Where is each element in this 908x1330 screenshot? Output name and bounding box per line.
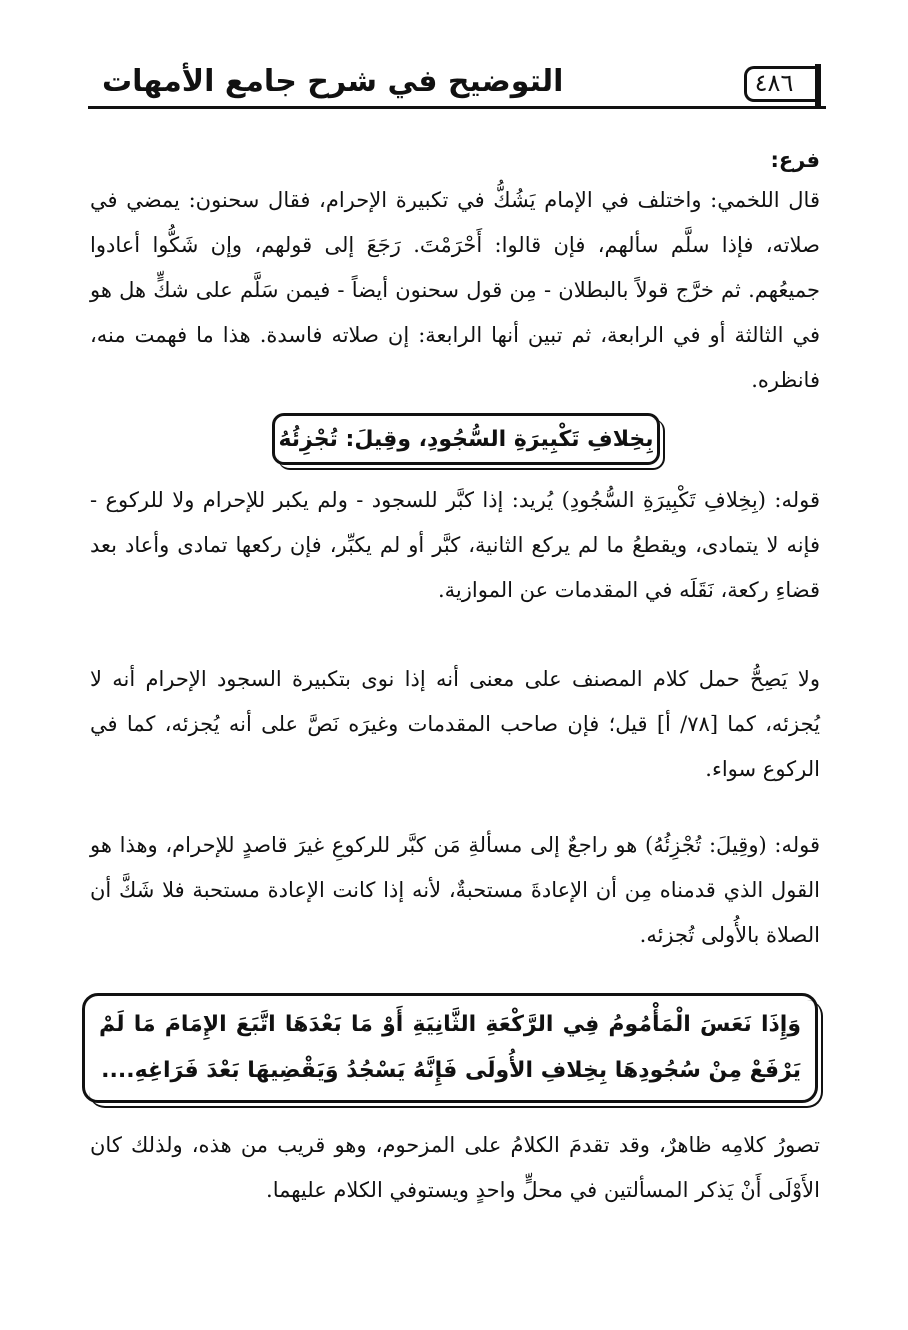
header-rule [88, 106, 826, 109]
section-label-far: فرع: [770, 148, 820, 172]
page-number-tab [815, 64, 821, 106]
page-number: ٤٨٦ [754, 69, 794, 97]
page-header [88, 60, 826, 108]
main-text-frame [82, 993, 818, 1103]
running-title: التوضيح في شرح جامع الأمهات [102, 64, 564, 99]
paragraph-commentary-1: قوله: (بِخِلافِ تَكْبِيرَةِ السُّجُودِ) يُريد: إذا كبَّر للسجود - ولم يكبر للإحرام ولا للركوع - فإنه لا يتمادى، ويقطعُ ما لم يركع الثانية، كبَّر أو لم يكبِّر، فإن ركعها تمادى وأعاد بعد قضاءِ ركعة، نَقَلَه في المقدمات عن الموازية. [90, 488, 820, 602]
sub-heading-frame [272, 413, 660, 465]
sub-heading: بِخِلافِ تَكْبِيرَةِ السُّجُودِ، وقِيلَ: تُجْزِئُهُ [278, 427, 654, 452]
paragraph-commentary-4: تصورُ كلامِه ظاهرٌ، وقد تقدمَ الكلامُ على المزحوم، وهو قريب من هذه، ولذلك كان الأَوْلَى أَنْ يَذكر المسألتين في محلٍّ واحدٍ ويستوفي الكلام عليهما. [90, 1133, 820, 1202]
paragraph-commentary-2: ولا يَصِحُّ حمل كلام المصنف على معنى أنه إذا نوى بتكبيرة السجود الإحرام أنه لا يُجزئه، كما [٧٨/ أ] قيل؛ فإن صاحب المقدمات وغيرَه نَصَّ على أنه يُجزئه، كما في الركوع سواء. [90, 667, 821, 781]
paragraph-lakhmi: قال اللخمي: واختلف في الإمام يَشُكُّ في تكبيرة الإحرام، فقال سحنون: يمضي في صلاته، فإذا سلَّم سألهم، فإن قالوا: أَحْرَمْتَ. رَجَعَ إلى قولهم، وإن شَكُّوا أعادوا جميعُهم. ثم خرَّج قولاً بالبطلان - مِن قول سحنون أيضاً - فيمن سَلَّم على شكٍّ هل هو في الثالثة أو في الرابعة، ثم تبين أنها الرابعة: إن صلاته فاسدة. هذا ما فهمت منه، فانظره. [90, 188, 820, 392]
paragraph-commentary-3: قوله: (وقِيلَ: تُجْزِئُهُ) هو راجعٌ إلى مسألةِ مَن كبَّر للركوعِ غيرَ قاصدٍ للإحرام، وهذا هو القول الذي قدمناه مِن أن الإعادةَ مستحبةٌ، لأنه إذا كانت الإعادة مستحبة فلا شَكَّ أن الصلاة بالأُولى تُجزئه. [90, 833, 820, 947]
main-text: وَإِذَا نَعَسَ الْمَأْمُومُ فِي الرَّكْعَةِ الثَّانِيَةِ أَوْ مَا بَعْدَهَا اتَّبَعَ الإِمَامَ مَا لَمْ يَرْفَعْ مِنْ سُجُودِهَا بِخِلافِ الأُولَى فَإِنَّهُ يَسْجُدُ وَيَقْضِيهَا بَعْدَ فَرَاغِهِ.... [99, 1012, 801, 1083]
